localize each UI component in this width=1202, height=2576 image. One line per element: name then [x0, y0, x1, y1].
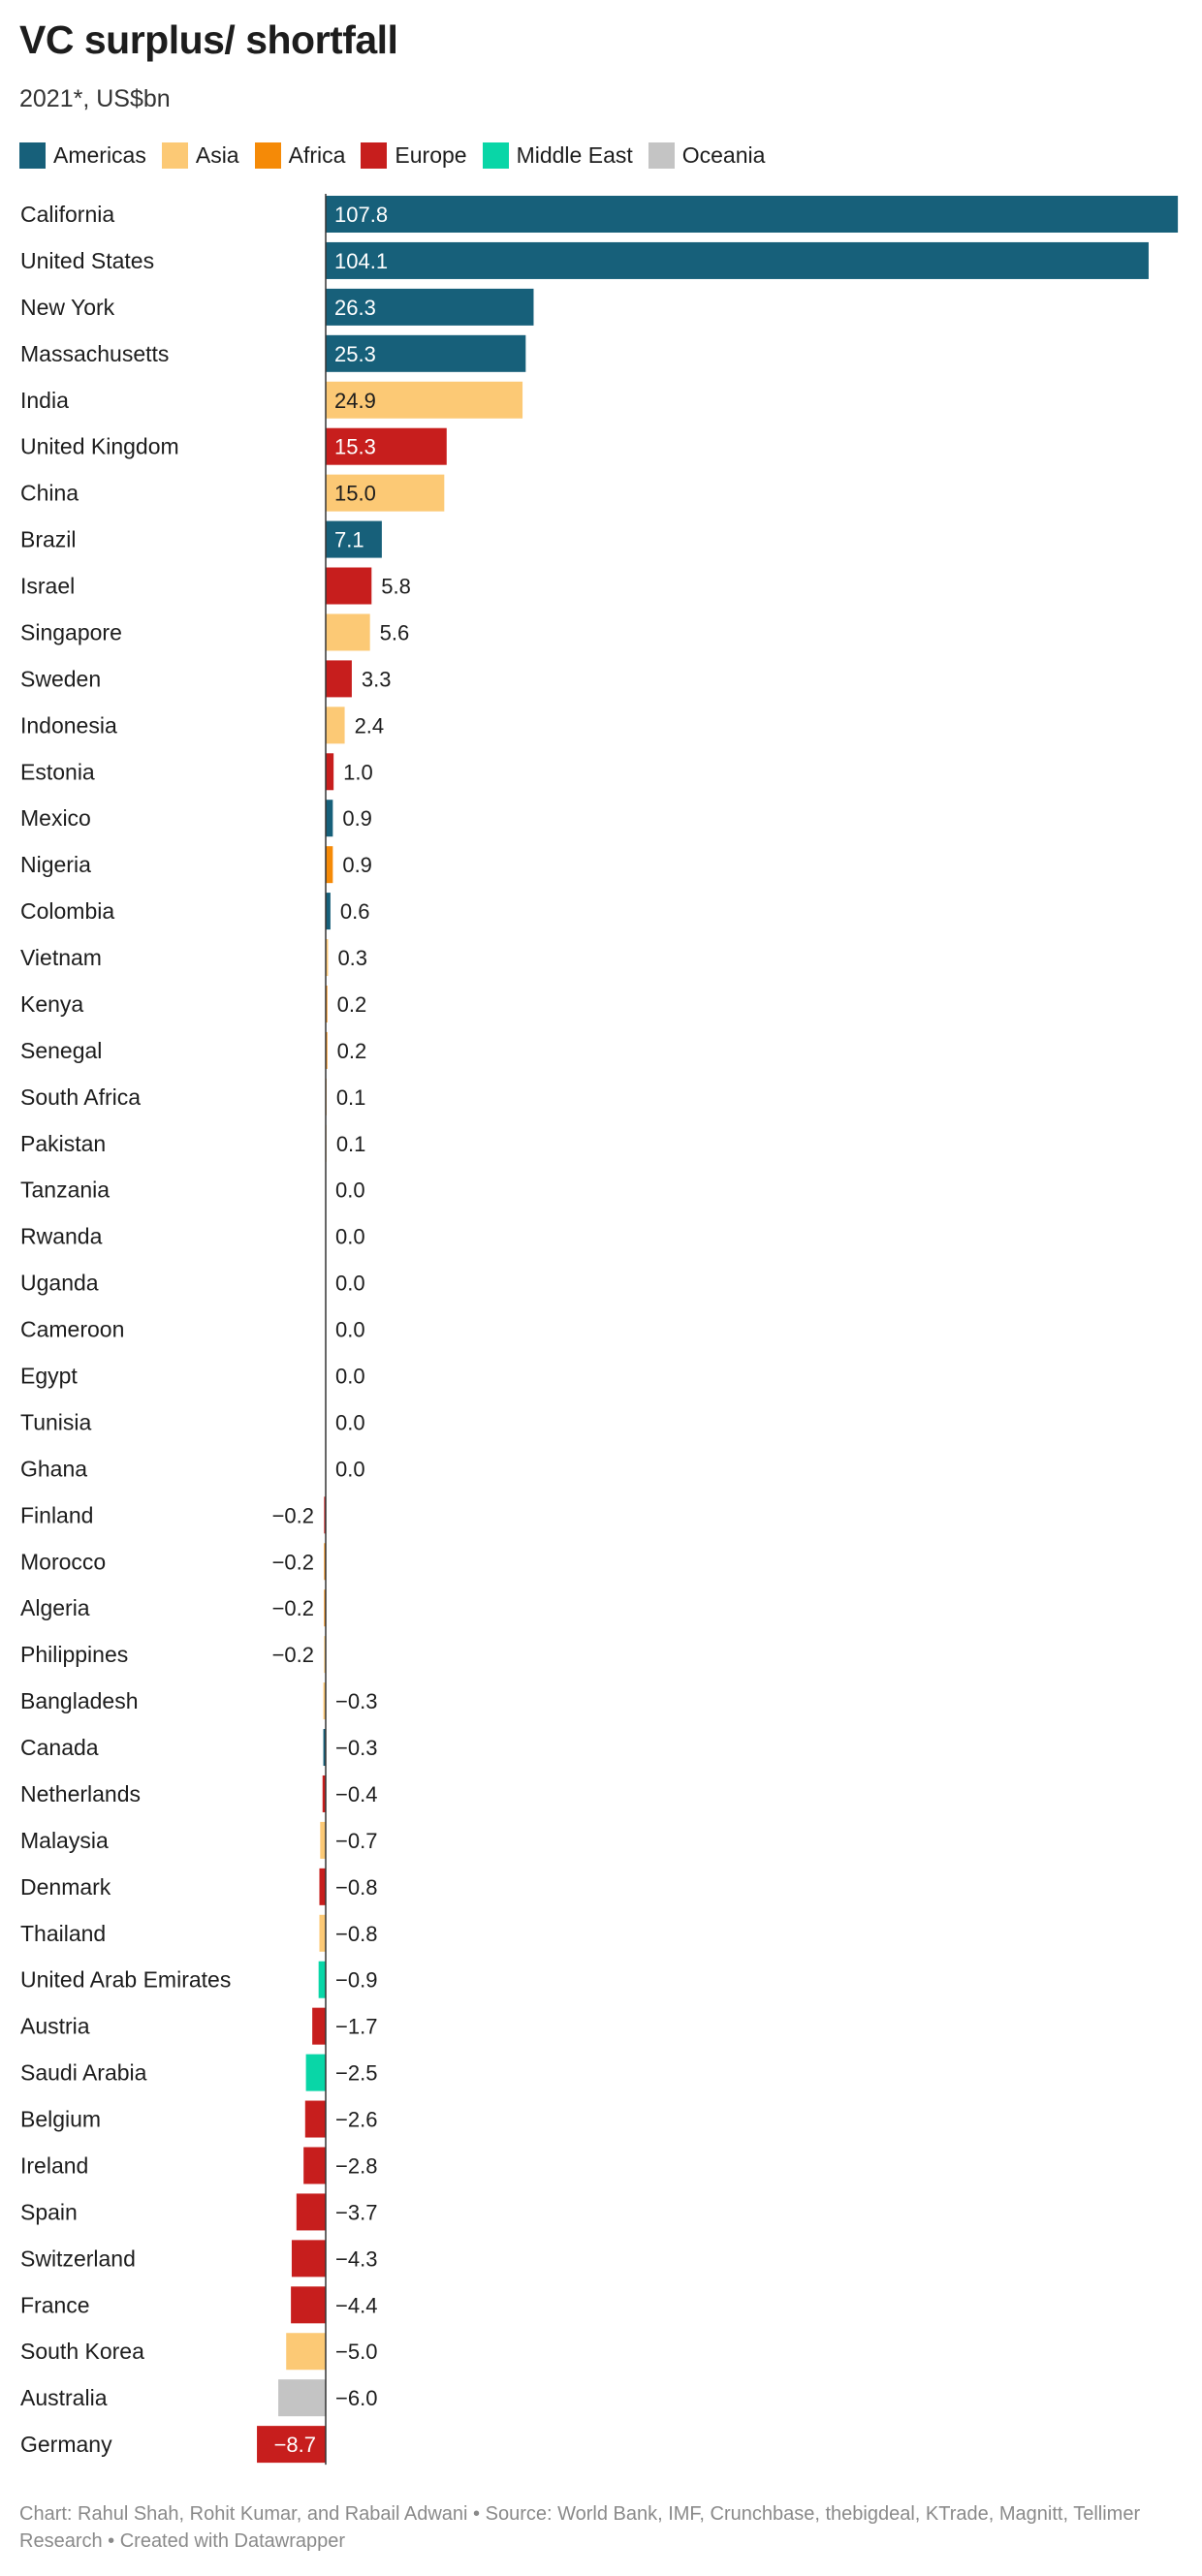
bar-row	[20, 1409, 365, 1434]
category-label: Canada	[20, 1735, 99, 1761]
category-label: Tunisia	[20, 1409, 92, 1435]
bar-row	[20, 1869, 377, 1905]
category-label: India	[20, 387, 69, 413]
bar-row	[20, 289, 533, 326]
bar	[326, 846, 332, 883]
category-label: Rwanda	[20, 1223, 103, 1249]
bar-row	[20, 1915, 377, 1952]
category-label: Belgium	[20, 2106, 102, 2132]
bar-row	[20, 242, 1149, 279]
category-label: Nigeria	[20, 852, 91, 878]
bar-row	[20, 1822, 377, 1859]
value-label: −8.7	[273, 2433, 316, 2458]
value-label: −5.0	[335, 2340, 378, 2365]
category-label: Singapore	[20, 619, 122, 645]
value-label: 104.1	[334, 248, 389, 273]
category-label: Philippines	[20, 1642, 129, 1668]
bar	[326, 613, 370, 650]
category-label: Finland	[20, 1502, 94, 1528]
value-label: 2.4	[354, 713, 385, 738]
category-label: Estonia	[20, 759, 95, 785]
value-label: 0.0	[335, 1364, 365, 1389]
bar-row	[20, 475, 444, 512]
bar-row	[20, 1271, 365, 1296]
category-label: Spain	[20, 2199, 78, 2225]
value-label: −3.7	[335, 2200, 378, 2225]
chart-title: VC surplus/ shortfall	[19, 17, 398, 62]
bar-row	[20, 1543, 326, 1580]
bar-row	[20, 335, 525, 372]
legend-label: Africa	[288, 142, 346, 168]
value-label: 26.3	[334, 295, 376, 320]
bar-row	[20, 568, 411, 605]
category-label: Massachusetts	[20, 340, 170, 366]
bar	[319, 1962, 326, 1998]
value-label: −2.5	[335, 2060, 378, 2086]
chart-subtitle: 2021*, US$bn	[19, 85, 171, 112]
bar-row	[20, 1364, 365, 1389]
category-label: Indonesia	[20, 712, 117, 738]
bar-row	[20, 428, 447, 465]
value-label: 0.2	[336, 991, 367, 1017]
value-label: −2.8	[335, 2153, 378, 2179]
category-label: Vietnam	[20, 945, 102, 971]
bar	[320, 1822, 326, 1859]
category-label: Pakistan	[20, 1130, 107, 1156]
bar	[326, 800, 332, 836]
bar-row	[20, 753, 373, 790]
value-label: 0.0	[335, 1410, 365, 1435]
value-label: 3.3	[361, 667, 392, 692]
category-label: Senegal	[20, 1037, 103, 1063]
bar	[292, 2240, 326, 2277]
value-label: 0.1	[335, 1131, 366, 1156]
legend-label: Europe	[395, 142, 467, 168]
legend-label: Americas	[53, 142, 146, 168]
bar	[326, 753, 333, 790]
category-label: Ireland	[20, 2152, 89, 2179]
bar-row	[20, 893, 369, 929]
bar-row	[20, 939, 367, 976]
category-label: Ghana	[20, 1456, 88, 1482]
category-label: Denmark	[20, 1873, 111, 1900]
value-label: −0.7	[335, 1828, 378, 1853]
category-label: Austria	[20, 2013, 90, 2039]
category-label: Colombia	[20, 898, 115, 925]
value-label: 0.9	[342, 853, 372, 878]
category-label: Uganda	[20, 1270, 99, 1296]
value-label: 0.0	[335, 1457, 365, 1482]
value-label: 1.0	[343, 760, 373, 785]
value-label: −6.0	[335, 2386, 378, 2411]
value-label: 0.0	[335, 1178, 365, 1203]
category-label: Switzerland	[20, 2246, 136, 2272]
value-label: −2.6	[335, 2107, 378, 2132]
bar-row	[20, 2426, 326, 2463]
category-label: Bangladesh	[20, 1688, 139, 1714]
bar-row	[20, 2379, 377, 2416]
category-label: New York	[20, 294, 115, 320]
value-label: −4.4	[335, 2293, 378, 2318]
value-label: 107.8	[334, 203, 389, 227]
bar-row	[20, 2286, 377, 2323]
category-label: South Africa	[20, 1084, 142, 1110]
category-label: Morocco	[20, 1549, 107, 1575]
bar-row	[20, 1178, 365, 1203]
value-label: 0.9	[342, 806, 372, 832]
category-label: Thailand	[20, 1920, 107, 1946]
bar-row	[20, 660, 392, 697]
bar	[306, 2055, 326, 2091]
bar-row	[20, 986, 366, 1022]
bar-row	[20, 382, 522, 419]
value-label: 0.6	[339, 899, 370, 925]
bar-row	[20, 707, 384, 743]
bar-row	[20, 2101, 377, 2138]
bar	[286, 2333, 326, 2370]
category-label: Kenya	[20, 990, 84, 1017]
value-label: −0.2	[271, 1643, 314, 1668]
value-label: −0.2	[271, 1550, 314, 1575]
category-label: United States	[20, 247, 155, 273]
legend-label: Oceania	[681, 142, 766, 168]
bar-row	[20, 2333, 377, 2370]
bar-row	[20, 800, 372, 836]
bar-row	[20, 2193, 377, 2230]
category-label: Mexico	[20, 805, 91, 832]
bar-row	[20, 1032, 366, 1069]
category-label: Malaysia	[20, 1827, 109, 1853]
bar	[326, 196, 1178, 233]
bar	[326, 660, 352, 697]
category-label: Cameroon	[20, 1316, 125, 1342]
bar-row	[20, 1079, 365, 1115]
category-label: Germany	[20, 2432, 112, 2458]
bar-row	[20, 1224, 365, 1249]
category-label: Australia	[20, 2385, 108, 2411]
value-label: 7.1	[334, 527, 364, 552]
bar-row	[20, 846, 372, 883]
bar-row	[20, 1317, 365, 1342]
bar	[312, 2008, 326, 2045]
bar-row	[20, 1496, 326, 1533]
bar	[305, 2101, 326, 2138]
category-label: South Korea	[20, 2339, 144, 2365]
category-label: United Arab Emirates	[20, 1966, 232, 1993]
bar-row	[20, 1589, 326, 1626]
value-label: 24.9	[334, 388, 376, 413]
bar-row	[20, 1962, 377, 1998]
value-label: 25.3	[334, 341, 376, 366]
bar	[319, 1915, 326, 1952]
value-label: −1.7	[335, 2014, 378, 2039]
value-label: 5.8	[381, 574, 411, 599]
category-label: Egypt	[20, 1363, 78, 1389]
category-label: Israel	[20, 573, 76, 599]
value-label: 0.0	[335, 1317, 365, 1342]
value-label: −0.3	[335, 1736, 378, 1761]
bar	[278, 2379, 326, 2416]
value-label: 0.3	[337, 946, 368, 971]
value-label: −0.9	[335, 1967, 378, 1993]
value-label: −0.8	[335, 1921, 378, 1946]
value-label: −0.3	[335, 1689, 378, 1714]
category-label: Netherlands	[20, 1780, 142, 1806]
value-label: −0.4	[335, 1781, 378, 1806]
bar	[326, 568, 371, 605]
category-label: Algeria	[20, 1595, 90, 1621]
value-label: −0.2	[271, 1503, 314, 1528]
bar	[291, 2286, 326, 2323]
bar	[297, 2193, 326, 2230]
category-label: Tanzania	[20, 1177, 111, 1203]
bar-row	[20, 2240, 377, 2277]
bar	[326, 242, 1149, 279]
bar-row	[20, 613, 409, 650]
bar	[326, 707, 345, 743]
value-label: −4.3	[335, 2246, 378, 2272]
legend-label: Asia	[195, 142, 239, 168]
category-label: Saudi Arabia	[20, 2059, 147, 2086]
bar-row	[20, 521, 382, 558]
value-label: 0.0	[335, 1224, 365, 1249]
value-label: 0.2	[336, 1038, 367, 1063]
bar-row	[20, 1775, 377, 1812]
bar-row	[20, 2147, 377, 2183]
bar-row	[20, 1682, 377, 1719]
value-label: 15.3	[334, 434, 376, 459]
value-label: 0.0	[335, 1271, 365, 1296]
bar-row	[20, 196, 1178, 233]
value-label: 0.1	[335, 1084, 366, 1110]
bar-row	[20, 1729, 377, 1766]
category-label: California	[20, 202, 115, 227]
value-label: 15.0	[334, 481, 376, 506]
category-label: Sweden	[20, 666, 102, 692]
bar	[303, 2147, 326, 2183]
legend-label: Middle East	[516, 142, 633, 168]
bar-row	[20, 1636, 326, 1673]
bar-row	[20, 1456, 365, 1481]
category-label: France	[20, 2292, 90, 2318]
value-label: −0.2	[271, 1596, 314, 1621]
category-label: United Kingdom	[20, 433, 179, 459]
bar	[319, 1869, 326, 1905]
bar-row	[20, 2055, 377, 2091]
category-label: China	[20, 480, 79, 506]
bar-row	[20, 1125, 365, 1162]
value-label: −0.8	[335, 1874, 378, 1900]
chart-footer-credit: Chart: Rahul Shah, Rohit Kumar, and Rabail Adwani • Source: World Bank, IMF, Crunchbase, thebigdeal, KTrade, Magnitt, Tellimer Research • Created with Datawrapper	[19, 2503, 1141, 2552]
value-label: 5.6	[379, 620, 410, 645]
category-label: Brazil	[20, 526, 77, 552]
bar-row	[20, 2008, 377, 2045]
